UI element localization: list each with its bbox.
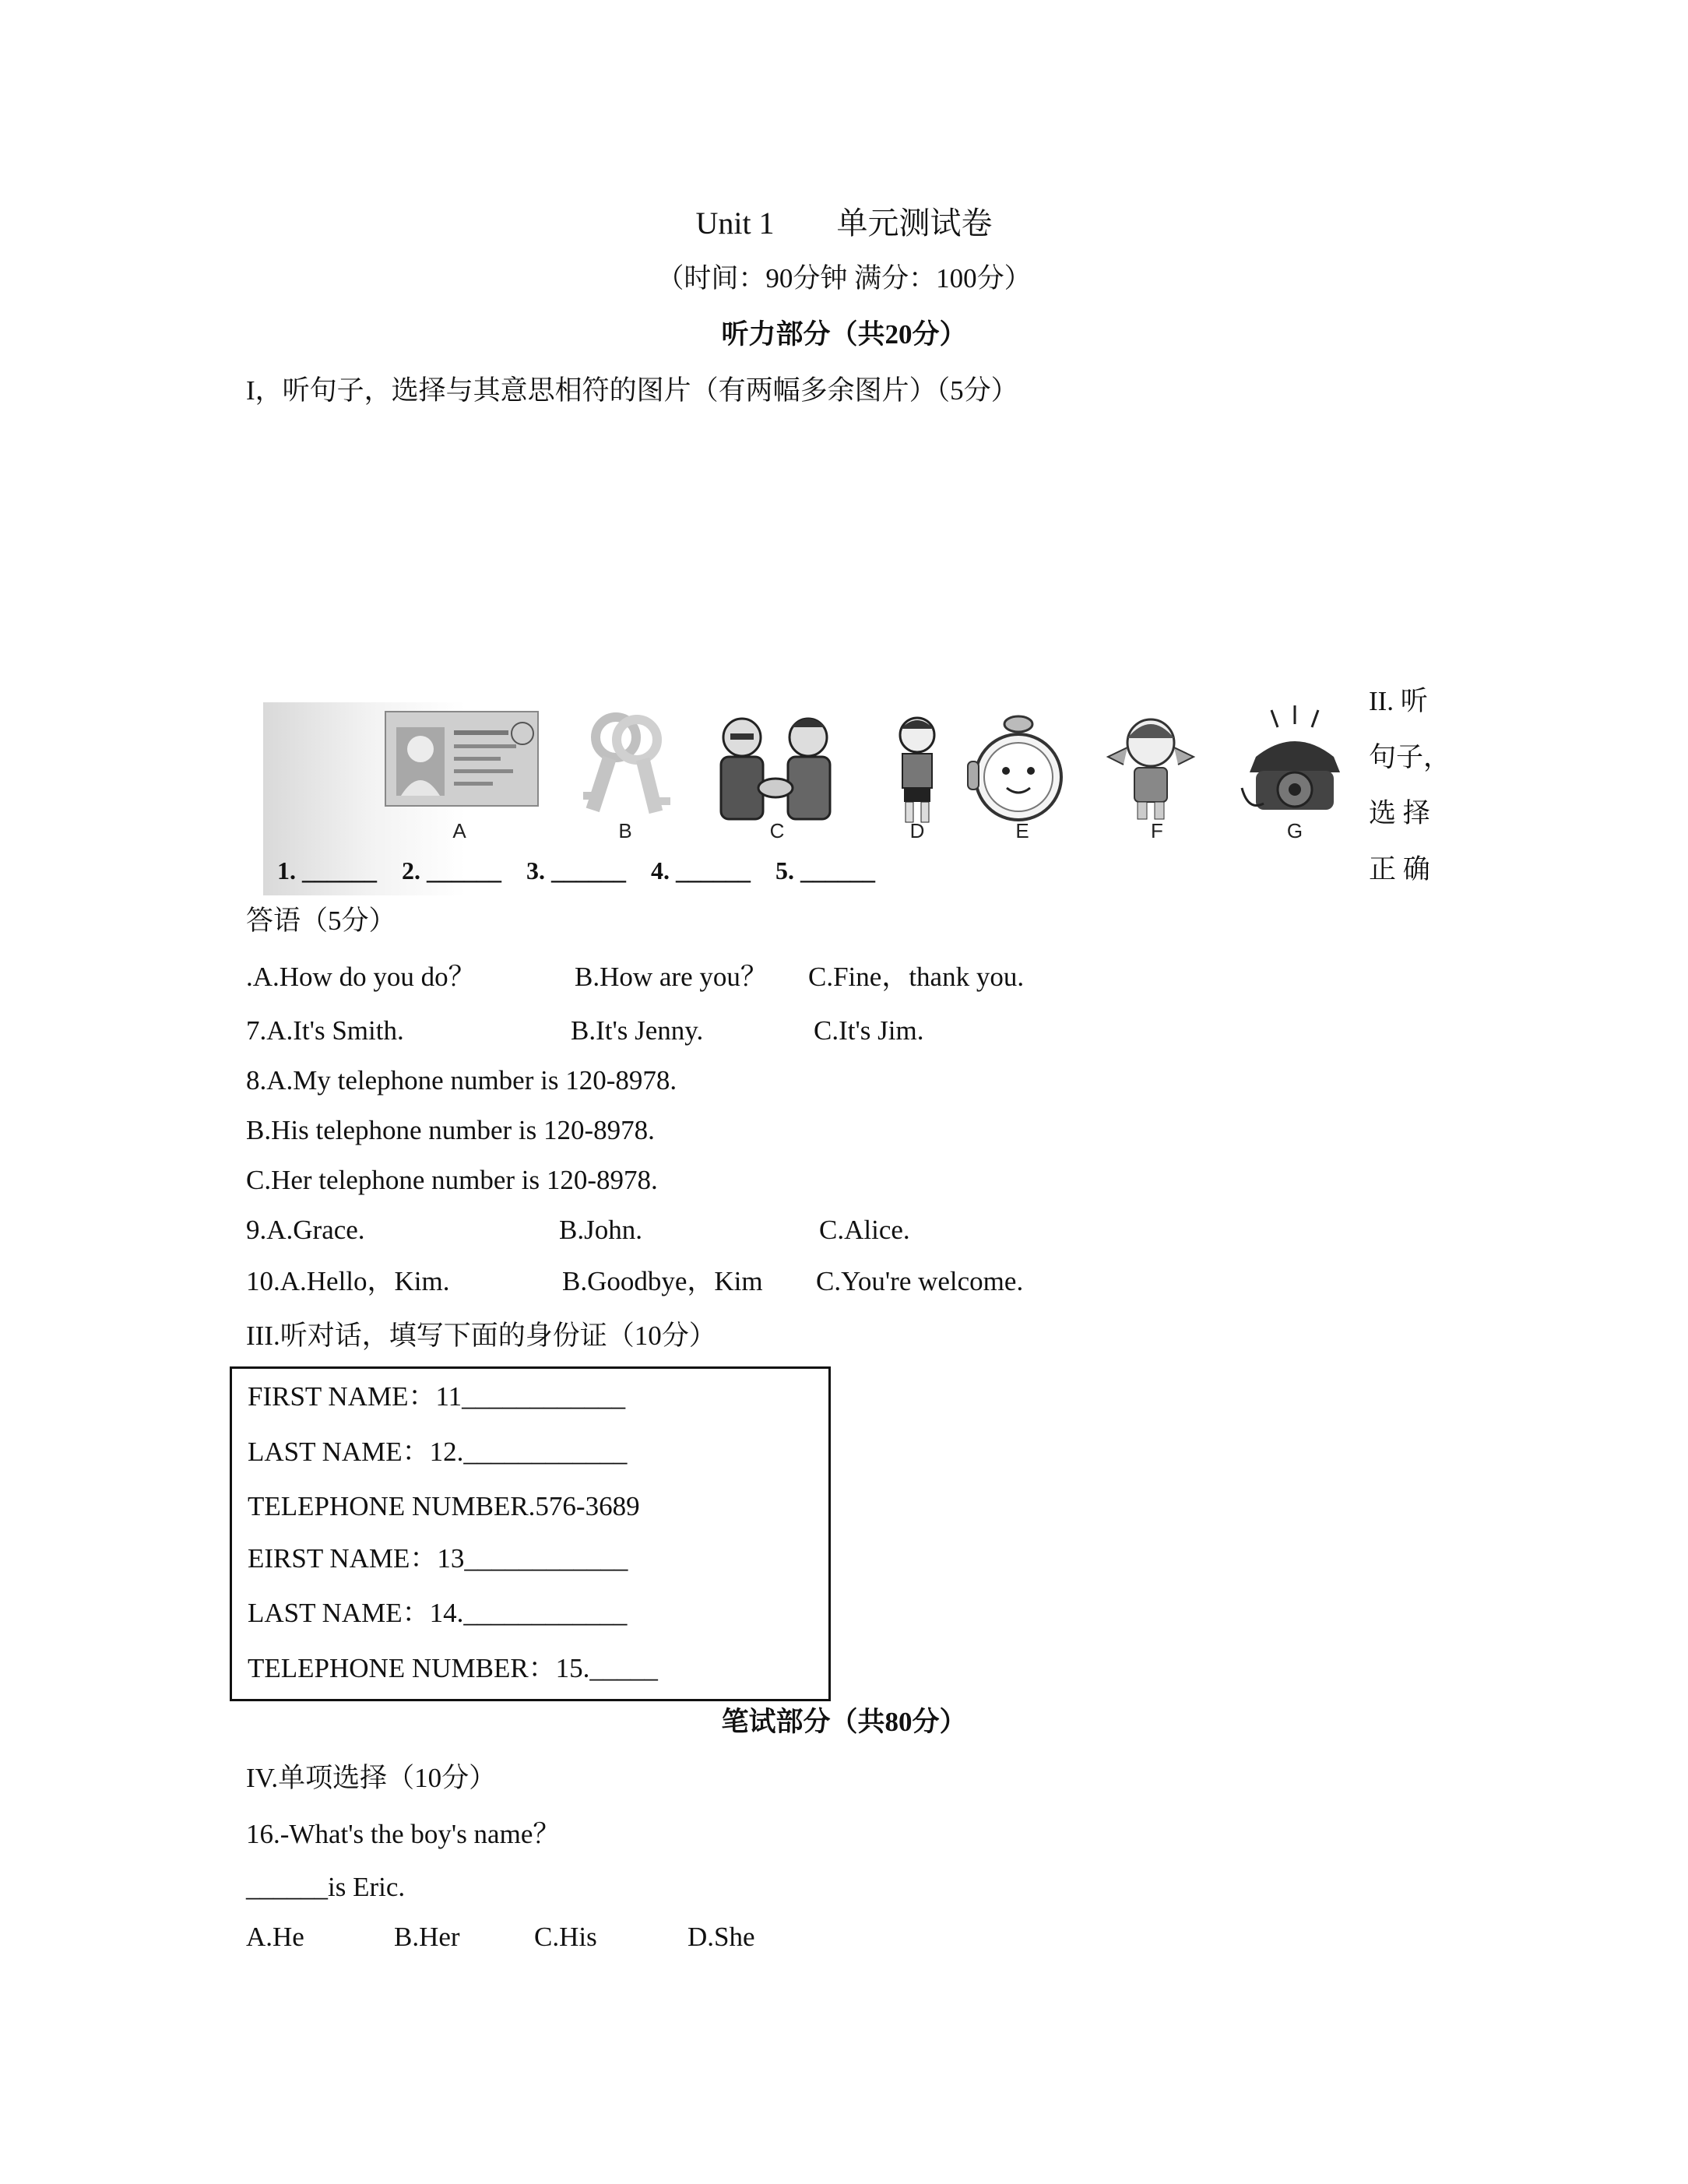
q16-question: 16.-What's the boy's name？ — [246, 1819, 561, 1849]
listening-heading: 听力部分（共20分） — [721, 319, 967, 350]
q9-option-a: 9.A.Grace. — [246, 1215, 365, 1245]
picture-label-g: G — [1286, 819, 1303, 842]
q16-answer-line: ______is Eric. — [246, 1872, 406, 1902]
time-info: （时间：90分钟 满分：100分） — [656, 263, 1032, 294]
picture-label-d: D — [909, 819, 925, 842]
answer-blank-1: 1. ______ — [277, 856, 377, 885]
form-row-last-name-1: LAST NAME：12.____________ — [248, 1437, 628, 1467]
q8-option-c: C.Her telephone number is 120-8978. — [246, 1165, 658, 1195]
picture-label-b: B — [618, 819, 632, 842]
q9-option-b: B.John. — [559, 1215, 642, 1245]
picture-strip — [263, 702, 1353, 895]
q16-option-d: D.She — [688, 1922, 755, 1952]
section2-instruction: 答语（5分） — [246, 906, 396, 936]
answer-blank-5: 5. ______ — [775, 856, 875, 885]
picture-label-f: F — [1151, 819, 1163, 842]
id-card-form — [230, 1366, 831, 1701]
page-title: Unit 1 单元测试卷 — [695, 206, 993, 241]
q16-option-b: B.Her — [394, 1922, 460, 1952]
form-row-first-name-1: FIRST NAME：11____________ — [248, 1381, 626, 1412]
q7-option-c: C.It's Jim. — [814, 1015, 924, 1046]
handshake-picture — [707, 710, 847, 835]
q10-option-b: B.Goodbye，Kim — [562, 1266, 763, 1296]
section4-instruction: IV.单项选择（10分） — [246, 1763, 497, 1793]
clock-picture — [964, 707, 1073, 832]
q8-option-b: B.His telephone number is 120-8978. — [246, 1115, 655, 1145]
q7-option-b: B.It's Jenny. — [571, 1015, 704, 1046]
q16-option-a: A.He — [246, 1922, 304, 1952]
id-card-picture — [384, 710, 540, 807]
written-heading: 笔试部分（共80分） — [721, 1707, 967, 1737]
q6-option-c: C.Fine，thank you. — [808, 962, 1025, 992]
q10-option-a: 10.A.Hello，Kim. — [246, 1266, 450, 1296]
section2-side-4: 正 确 — [1369, 854, 1430, 885]
q9-option-c: C.Alice. — [819, 1215, 910, 1245]
q10-option-c: C.You're welcome. — [816, 1266, 1024, 1296]
answer-blank-2: 2. ______ — [402, 856, 501, 885]
q6-option-b: B.How are you？ — [575, 962, 768, 992]
form-row-telephone-2: TELEPHONE NUMBER：15._____ — [248, 1653, 658, 1683]
picture-label-a: A — [452, 819, 466, 842]
q6-option-a: .A.How do you do？ — [246, 962, 476, 992]
keys-picture — [571, 710, 680, 827]
girl-picture — [1100, 710, 1201, 827]
picture-label-e: E — [1015, 819, 1029, 842]
q7-option-a: 7.A.It's Smith. — [246, 1015, 404, 1046]
answer-blank-3: 3. ______ — [526, 856, 626, 885]
section1-instruction: I，听句子，选择与其意思相符的图片（有两幅多余图片）（5分） — [246, 375, 1018, 406]
boy-picture — [890, 713, 944, 830]
form-row-first-name-2: EIRST NAME：13____________ — [248, 1543, 628, 1574]
section2-side-3: 选 择 — [1369, 798, 1430, 828]
answer-blank-4: 4. ______ — [651, 856, 751, 885]
section2-side-1: II. 听 — [1369, 686, 1428, 716]
form-row-telephone-1: TELEPHONE NUMBER.576-3689 — [248, 1491, 640, 1521]
telephone-picture — [1240, 702, 1349, 827]
form-row-last-name-2: LAST NAME：14.____________ — [248, 1598, 628, 1628]
q8-option-a: 8.A.My telephone number is 120-8978. — [246, 1065, 677, 1096]
section3-instruction: III.听对话，填写下面的身份证（10分） — [246, 1321, 716, 1351]
section2-side-2: 句子， — [1369, 742, 1451, 772]
picture-label-c: C — [769, 819, 785, 842]
q16-option-c: C.His — [534, 1922, 597, 1952]
